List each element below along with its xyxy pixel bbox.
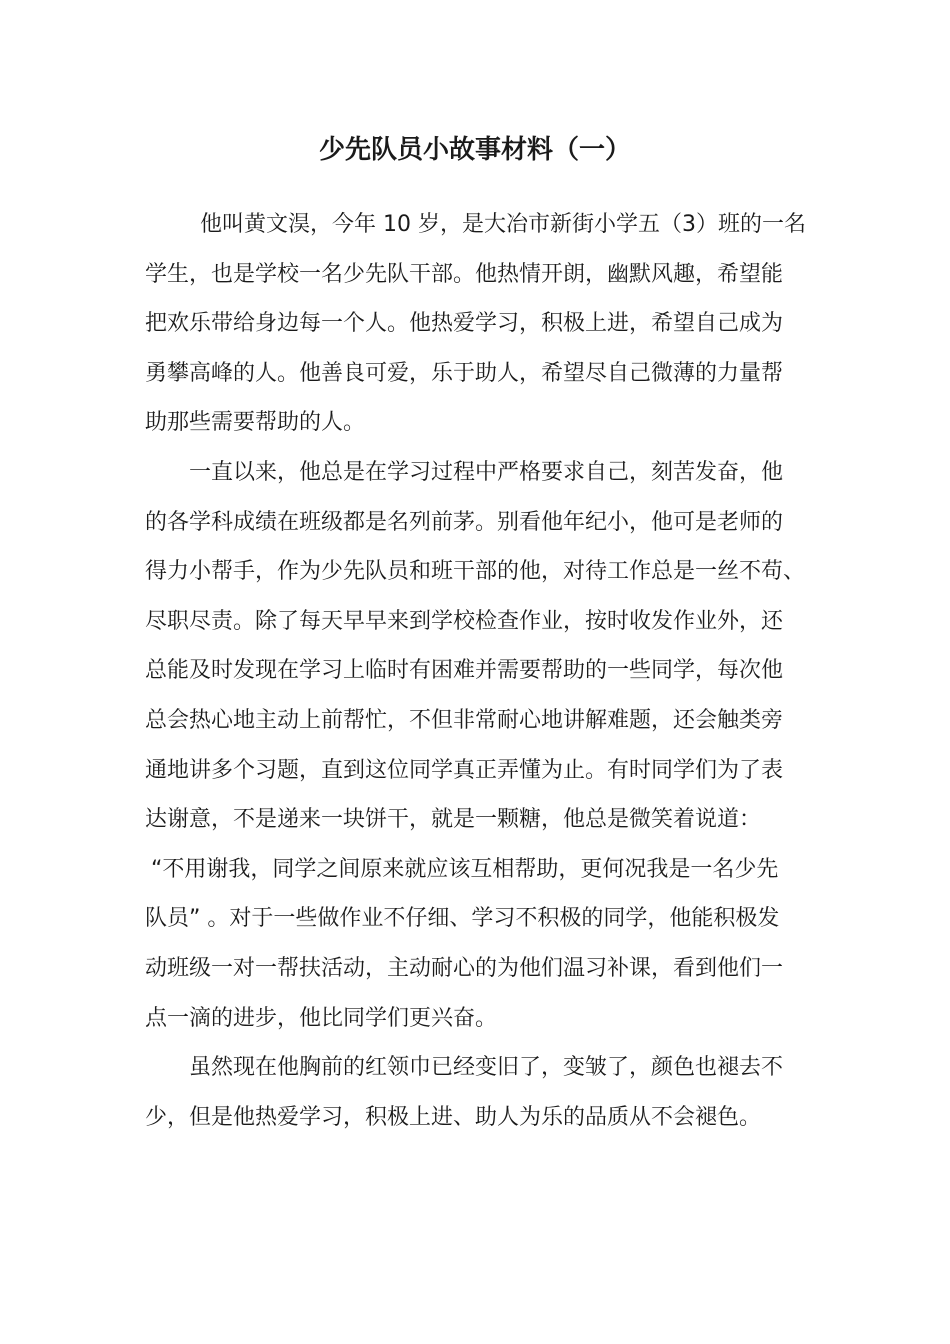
- paragraph-line: “不用谢我，同学之间原来就应该互相帮助，更何况我是一名少先: [151, 856, 779, 882]
- paragraph-line: 他叫黄文淏，今年 10 岁，是大冶市新街小学五（3）班的一名: [200, 212, 806, 237]
- paragraph-line: 勇攀高峰的人。他善良可爱，乐于助人，希望尽自己微薄的力量帮: [145, 360, 784, 386]
- paragraph-line: 虽然现在他胸前的红领巾已经变旧了，变皱了，颜色也褪去不: [189, 1055, 784, 1081]
- document-body: [145, 200, 810, 1142]
- paragraph-line: 动班级一对一帮扶活动，主动耐心的为他们温习补课，看到他们一: [145, 955, 784, 981]
- paragraph-1: [145, 200, 810, 448]
- paragraph-line: 一直以来，他总是在学习过程中严格要求自己，刻苦发奋，他: [189, 459, 784, 485]
- document-title: 少先队员小故事材料（一）: [318, 135, 631, 165]
- paragraph-line: 总会热心地主动上前帮忙，不但非常耐心地讲解难题，还会触类旁: [145, 707, 784, 733]
- paragraph-line: 点一滴的进步，他比同学们更兴奋。: [145, 1005, 498, 1031]
- paragraph-line: 助那些需要帮助的人。: [145, 410, 366, 436]
- paragraph-line: 达谢意，不是递来一块饼干，就是一颗糖，他总是微笑着说道：: [145, 807, 762, 833]
- paragraph-2: [145, 448, 810, 1043]
- paragraph-line: 总能及时发现在学习上临时有困难并需要帮助的一些同学，每次他: [145, 658, 784, 684]
- paragraph-3: [145, 1043, 810, 1142]
- paragraph-line: 尽职尽责。除了每天早早来到学校检查作业，按时收发作业外，还: [145, 608, 784, 634]
- paragraph-line: 队员” 。对于一些做作业不仔细、学习不积极的同学，他能积极发: [145, 906, 780, 932]
- paragraph-line: 得力小帮手，作为少先队员和班干部的他，对待工作总是一丝不苟、: [145, 559, 806, 585]
- paragraph-line: 的各学科成绩在班级都是名列前茅。别看他年纪小，他可是老师的: [145, 509, 784, 535]
- paragraph-line: 把欢乐带给身边每一个人。他热爱学习，积极上进，希望自己成为: [145, 311, 784, 337]
- paragraph-line: 少，但是他热爱学习，积极上进、助人为乐的品质从不会褪色。: [145, 1104, 762, 1130]
- paragraph-line: 通地讲多个习题，直到这位同学真正弄懂为止。有时同学们为了表: [145, 757, 784, 783]
- paragraph-line: 学生，也是学校一名少先队干部。他热情开朗，幽默风趣，希望能: [145, 261, 784, 287]
